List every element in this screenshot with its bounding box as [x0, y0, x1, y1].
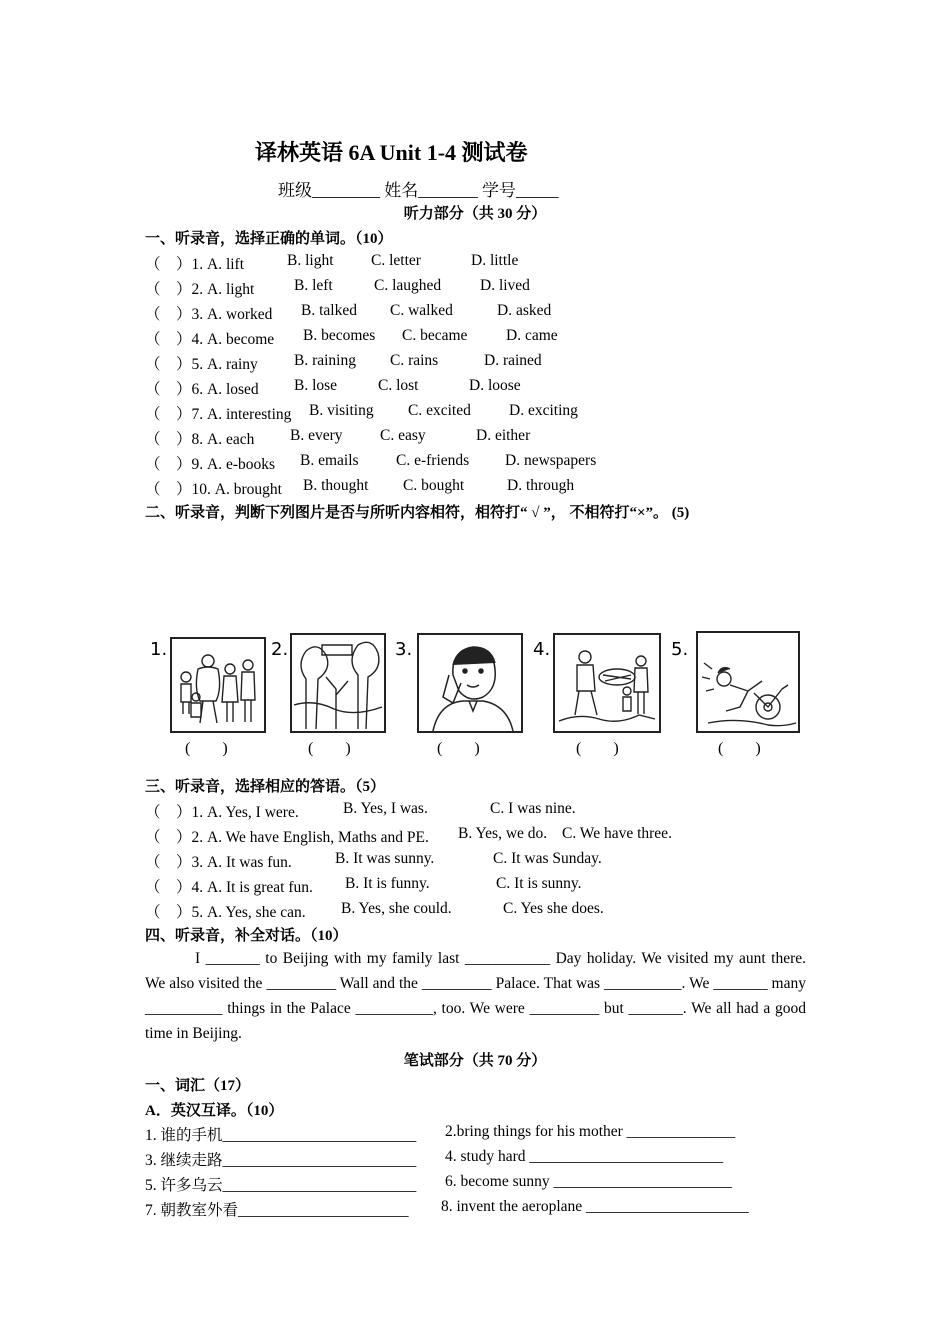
- part2-heading: 二、听录音，判断下列图片是否与所听内容相符，相符打“ √ ”， 不相符打“×”。 (5): [145, 505, 690, 521]
- question-option-c[interactable]: C. excited: [408, 402, 471, 419]
- response-option-a[interactable]: （ ）2. A. We have English, Maths and PE.: [145, 829, 429, 846]
- question-option-b[interactable]: B. emails: [300, 452, 359, 469]
- question-option-b[interactable]: B. raining: [294, 352, 356, 369]
- page-title: 译林英语 6A Unit 1-4 测试卷: [255, 140, 528, 165]
- question-option-c[interactable]: C. laughed: [374, 277, 442, 294]
- question-option-c[interactable]: C. walked: [390, 302, 453, 319]
- answer-paren[interactable]: ( ): [437, 740, 480, 757]
- picture-number: 5.: [671, 639, 689, 660]
- question-option-a[interactable]: （ ）5. A. rainy: [145, 356, 258, 373]
- man-on-phone-icon: [417, 633, 523, 733]
- picture-number: 2.: [271, 639, 289, 660]
- fill-in-dialogue-paragraph: [145, 946, 806, 1046]
- question-option-a[interactable]: （ ）4. A. become: [145, 331, 275, 348]
- question-option-d[interactable]: D. lived: [480, 277, 530, 294]
- picture-number: 3.: [395, 639, 413, 660]
- response-option-a[interactable]: （ ）1. A. Yes, I were.: [145, 804, 299, 821]
- family-walking-icon: [170, 637, 266, 733]
- boy-falling-bike-icon: [696, 631, 800, 733]
- question-option-b[interactable]: B. light: [287, 252, 334, 269]
- translation-item[interactable]: 5. 许多乌云_________________________: [145, 1177, 417, 1194]
- question-option-a[interactable]: （ ）3. A. worked: [145, 306, 273, 323]
- question-option-d[interactable]: D. through: [507, 477, 575, 494]
- question-option-a[interactable]: （ ）9. A. e-books: [145, 456, 276, 473]
- question-option-d[interactable]: D. little: [471, 252, 519, 269]
- question-option-b[interactable]: B. visiting: [309, 402, 374, 419]
- question-option-d[interactable]: D. loose: [469, 377, 521, 394]
- question-option-c[interactable]: C. lost: [378, 377, 419, 394]
- question-option-a[interactable]: （ ）1. A. lift: [145, 256, 245, 273]
- response-option-b[interactable]: B. It is funny.: [345, 875, 430, 892]
- response-option-a[interactable]: （ ）3. A. It was fun.: [145, 854, 292, 871]
- question-option-d[interactable]: D. newspapers: [505, 452, 597, 469]
- response-option-c[interactable]: C. It is sunny.: [496, 875, 582, 892]
- question-option-b[interactable]: B. every: [290, 427, 343, 444]
- question-option-c[interactable]: C. became: [402, 327, 468, 344]
- question-option-c[interactable]: C. rains: [390, 352, 439, 369]
- children-basket-icon: [553, 633, 661, 733]
- response-option-c[interactable]: C. We have three.: [562, 825, 672, 842]
- trees-icon: [290, 633, 386, 733]
- question-option-a[interactable]: （ ）8. A. each: [145, 431, 255, 448]
- question-option-d[interactable]: D. asked: [497, 302, 552, 319]
- response-option-b[interactable]: B. Yes, she could.: [341, 900, 452, 917]
- question-option-d[interactable]: D. exciting: [509, 402, 578, 419]
- response-option-c[interactable]: C. I was nine.: [490, 800, 576, 817]
- question-option-c[interactable]: C. letter: [371, 252, 421, 269]
- dialogue-text: I _______ to Beijing with my family last ___________ Day holiday. We visited my aunt there. We also visited the _________ Wall and the _________ Palace. That was __________. We _______ many __________ things in the Palace __________, too. We were _________ but _______. We all had a good time in Beijing.: [145, 950, 806, 1042]
- answer-paren[interactable]: ( ): [185, 740, 228, 757]
- question-option-a[interactable]: （ ）6. A. losed: [145, 381, 259, 398]
- question-option-a[interactable]: （ ）10. A. brought: [145, 481, 282, 498]
- writing-section-header: 笔试部分（共 70 分）: [403, 1053, 547, 1069]
- translation-item[interactable]: 7. 朝教室外看______________________: [145, 1202, 409, 1219]
- vocab-sub-heading: A．英汉互译。（10）: [145, 1103, 284, 1119]
- answer-paren[interactable]: ( ): [718, 740, 761, 757]
- question-option-b[interactable]: B. thought: [303, 477, 369, 494]
- part4-heading: 四、听录音，补全对话。（10）: [145, 928, 348, 944]
- translation-item[interactable]: 3. 继续走路_________________________: [145, 1152, 417, 1169]
- picture-number: 1.: [150, 639, 168, 660]
- translation-item[interactable]: 4. study hard _________________________: [445, 1148, 724, 1165]
- listening-section-header: 听力部分（共 30 分）: [403, 206, 547, 222]
- answer-paren[interactable]: ( ): [308, 740, 351, 757]
- vocab-heading: 一、词汇（17）: [145, 1078, 251, 1094]
- response-option-b[interactable]: B. Yes, we do.: [458, 825, 548, 842]
- question-option-b[interactable]: B. talked: [301, 302, 357, 319]
- response-option-b[interactable]: B. It was sunny.: [335, 850, 435, 867]
- response-option-a[interactable]: （ ）5. A. Yes, she can.: [145, 904, 306, 921]
- translation-item[interactable]: 2.bring things for his mother ______________: [445, 1123, 736, 1140]
- picture-number: 4.: [533, 639, 551, 660]
- part3-heading: 三、听录音，选择相应的答语。（5）: [145, 779, 386, 795]
- question-option-b[interactable]: B. becomes: [303, 327, 376, 344]
- response-option-c[interactable]: C. Yes she does.: [503, 900, 604, 917]
- question-option-a[interactable]: （ ）7. A. interesting: [145, 406, 292, 423]
- question-option-a[interactable]: （ ）2. A. light: [145, 281, 255, 298]
- question-option-b[interactable]: B. left: [294, 277, 333, 294]
- response-option-b[interactable]: B. Yes, I was.: [343, 800, 428, 817]
- part1-heading: 一、听录音，选择正确的单词。（10）: [145, 231, 393, 247]
- question-option-d[interactable]: D. either: [476, 427, 531, 444]
- picture-strip: [145, 625, 805, 760]
- question-option-d[interactable]: D. came: [506, 327, 558, 344]
- translation-item[interactable]: 8. invent the aeroplane _____________________: [441, 1198, 749, 1215]
- question-option-c[interactable]: C. bought: [403, 477, 465, 494]
- question-option-c[interactable]: C. e-friends: [396, 452, 470, 469]
- question-option-d[interactable]: D. rained: [484, 352, 542, 369]
- answer-paren[interactable]: ( ): [576, 740, 619, 757]
- translation-item[interactable]: 1. 谁的手机_________________________: [145, 1127, 417, 1144]
- question-option-c[interactable]: C. easy: [380, 427, 426, 444]
- response-option-a[interactable]: （ ）4. A. It is great fun.: [145, 879, 313, 896]
- response-option-c[interactable]: C. It was Sunday.: [493, 850, 602, 867]
- student-info-line: 班级________ 姓名_______ 学号_____: [278, 181, 559, 200]
- question-option-b[interactable]: B. lose: [294, 377, 338, 394]
- translation-item[interactable]: 6. become sunny _______________________: [445, 1173, 732, 1190]
